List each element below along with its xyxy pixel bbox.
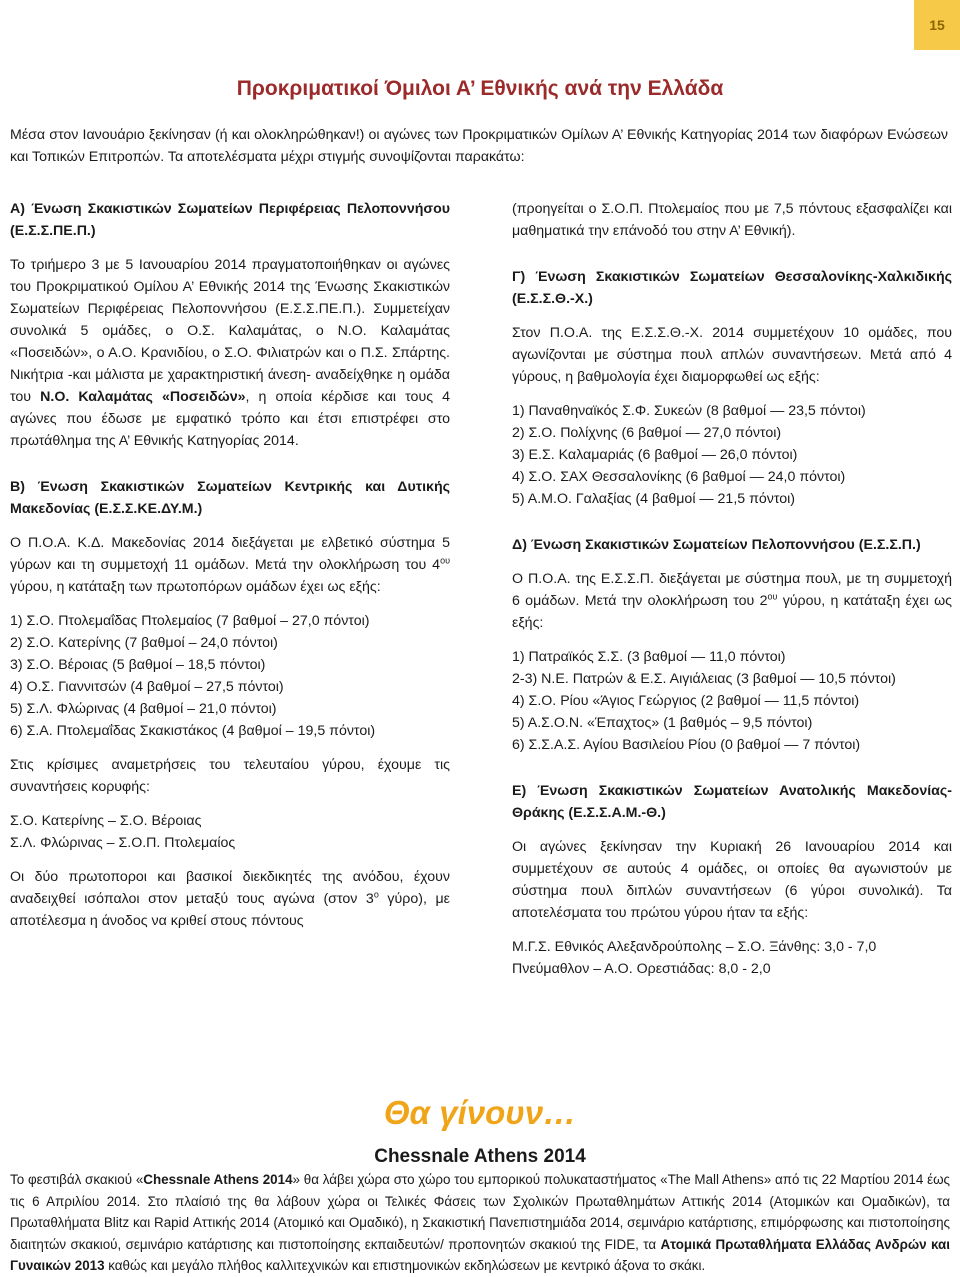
- section-d-standings: [512, 646, 952, 756]
- list-item: 2-3) Ν.Ε. Πατρών & Ε.Σ. Αιγιάλειας (3 βαθμοί — 10,5 πόντοι): [512, 671, 896, 687]
- section-b-standings: [10, 610, 450, 742]
- left-column: [10, 198, 450, 944]
- upcoming-title: Θα γίνουν…: [383, 1094, 577, 1131]
- section-a-text: Το τριήμερο 3 με 5 Ιανουαρίου 2014 πραγματοποιήθηκαν οι αγώνες του Προκριματικού Ομίλου Α’ Εθνικής 2014 της Ένωσης Σκακιστικών Σωματείων Περιφέρειας Πελοποννήσου (Ε.Σ.Σ.ΠΕ.Π.). Συμμετείχαν συνολικά 5 ομάδες, ο Ο.Σ. Καλαμάτας, ο Ν.Ο. Καλαμάτας «Ποσειδών», ο Α.Ο. Κρανιδίου, ο Σ.Ο. Φιλιατρών και ο Π.Σ. Σπάρτης. Νικήτρια -και μάλιστα με χαρακτηριστική άνεση- αναδείχθηκε η ομάδα του: [10, 257, 450, 405]
- section-a-body: [10, 254, 450, 452]
- page-number-badge: [914, 0, 960, 50]
- list-item: 1) Παναθηναϊκός Σ.Φ. Συκεών (8 βαθμοί — 23,5 πόντοι): [512, 403, 866, 419]
- list-item: Πνεύμαθλον – Α.Ο. Ορεστιάδας: 8,0 - 2,0: [512, 961, 771, 977]
- list-item: 5) Σ.Λ. Φλώρινας (4 βαθμοί – 21,0 πόντοι): [10, 701, 277, 717]
- list-item: 6) Σ.Α. Πτολεμαΐδας Σκακιστάκος (4 βαθμοί – 19,5 πόντοι): [10, 723, 376, 739]
- right-column: [512, 198, 952, 980]
- list-item: 2) Σ.Ο. Κατερίνης (7 βαθμοί – 24,0 πόντοι): [10, 635, 278, 651]
- section-b-body: [10, 532, 450, 598]
- chessnale-text-end: καθώς και μεγάλο πλήθος καλλιτεχνικών και επιστημονικών εκδηλώσεων με κεντρικό άξονα το σκάκι.: [104, 1258, 706, 1273]
- list-item: 6) Σ.Σ.Α.Σ. Αγίου Βασιλείου Ρίου (0 βαθμοί — 7 πόντοι): [512, 737, 861, 753]
- chessnale-paragraph: [10, 1169, 950, 1277]
- list-item: 2) Σ.Ο. Πολίχνης (6 βαθμοί — 27,0 πόντοι): [512, 425, 782, 441]
- section-b-heading: Β) Ένωση Σκακιστικών Σωματείων Κεντρικής και Δυτικής Μακεδονίας (Ε.Σ.Σ.ΚΕ.ΔΥ.Μ.): [10, 479, 450, 517]
- section-d-heading: Δ) Ένωση Σκακιστικών Σωματείων Πελοποννήσου (Ε.Σ.Σ.Π.): [512, 537, 921, 553]
- section-b-matches: [10, 810, 450, 854]
- section-a-winner: Ν.Ο. Καλαμάτας «Ποσειδών»: [40, 389, 246, 405]
- section-d-text-end: γύρου, η κατάταξη έχει ως εξής:: [512, 593, 953, 631]
- section-b-continuation: (προηγείται ο Σ.Ο.Π. Πτολεμαίος που με 7,5 πόντους εξασφαλίζει και μαθηματικά την επάνοδό του στην Α’ Εθνική).: [512, 201, 952, 239]
- section-e-heading: Ε) Ένωση Σκακιστικών Σωματείων Ανατολικής Μακεδονίας-Θράκης (Ε.Σ.Σ.Α.Μ.-Θ.): [512, 783, 952, 821]
- page-number: 15: [929, 17, 945, 33]
- section-e-results: [512, 936, 952, 980]
- list-item: 4) Ο.Σ. Γιαννιτσών (4 βαθμοί – 27,5 πόντοι): [10, 679, 284, 695]
- section-b-closing-text: Οι δύο πρωτοποροι και βασικοί διεκδικητές της ανόδου, έχουν αναδειχθεί ισόπαλοι στον μεταξύ τους αγώνα (στον 3: [10, 869, 450, 907]
- section-b-sup: ου: [440, 555, 450, 566]
- section-b-final-intro: Στις κρίσιμες αναμετρήσεις του τελευταίου γύρου, έχουμε τις συναντήσεις κορυφής:: [10, 757, 450, 795]
- page-title: Προκριματικοί Όμιλοι Α’ Εθνικής ανά την Ελλάδα: [236, 77, 724, 100]
- section-b-text: Ο Π.Ο.Α. Κ.Δ. Μακεδονίας 2014 διεξάγεται με ελβετικό σύστημα 5 γύρων και τη συμμετοχή 11 ομάδων. Μετά την ολοκλήρωση του 4: [10, 535, 450, 573]
- list-item: Μ.Γ.Σ. Εθνικός Αλεξανδρούπολης – Σ.Ο. Ξάνθης: 3,0 - 7,0: [512, 939, 877, 955]
- section-b-closing-end: γύρο), με αποτέλεσμα η άνοδος να κριθεί στους πόντους: [10, 891, 450, 929]
- section-a-text-end: , η οποία κέρδισε και τους 4 αγώνες που έδωσε με εμφατικό τρόπο και έτσι επιστρέφει στο πρωτάθλημα της Α’ Εθνικής Κατηγορίας 2014.: [10, 389, 451, 449]
- section-b-closing-sup: ο: [373, 889, 379, 900]
- chessnale-name: Chessnale Athens 2014: [143, 1172, 293, 1187]
- section-c-standings: [512, 400, 952, 510]
- section-b-closing: [10, 866, 450, 932]
- section-d-sup: ου: [767, 591, 778, 602]
- list-item: 4) Σ.Ο. ΣΑΧ Θεσσαλονίκης (6 βαθμοί — 24,0 πόντοι): [512, 469, 846, 485]
- list-item: Σ.Ο. Κατερίνης – Σ.Ο. Βέροιας: [10, 813, 202, 829]
- list-item: 1) Σ.Ο. Πτολεμαΐδας Πτολεμαίος (7 βαθμοί – 27,0 πόντοι): [10, 613, 370, 629]
- chessnale-title: Chessnale Athens 2014: [374, 1146, 586, 1167]
- section-b-text-end: γύρου, η κατάταξη των πρωτοπόρων ομάδων έχει ως εξής:: [10, 579, 381, 595]
- section-a-heading: Α) Ένωση Σκακιστικών Σωματείων Περιφέρειας Πελοποννήσου (Ε.Σ.Σ.ΠΕ.Π.): [10, 201, 450, 239]
- list-item: Σ.Λ. Φλώρινας – Σ.Ο.Π. Πτολεμαίος: [10, 835, 236, 851]
- list-item: 5) Α.Μ.Ο. Γαλαξίας (4 βαθμοί — 21,5 πόντοι): [512, 491, 796, 507]
- chessnale-text-mid: » θα λάβει χώρα στο χώρο του εμπορικού πολυκαταστήματος «The Mall Athens» από τις 22 Μαρτίου 2014 έως τις 6 Απριλίου 2014. Στο πλαίσιό της θα λάβουν χώρα οι Τελικές Φάσεις των Σχολικών Πρωταθλημάτων Αττικής 2014 (Ατομικών και Ομαδικών), τα Πρωταθλήματα Blitz και Rapid Αττικής 2014 (Ατομικό και Ομαδικό), η Σκακιστική Πανεπιστημιάδα 2014, σεμινάριο κατάρτισης, επιμόρφωσης και πιστοποίησης διαιτητών σκακιού, σεμινάριο κατάρτισης και πιστοποίησης εκπαιδευτών/ προπονητών σκακιού της FIDE, τα: [10, 1172, 950, 1252]
- section-c-body: Στον Π.Ο.Α. της Ε.Σ.Σ.Θ.-Χ. 2014 συμμετέχουν 10 ομάδες, που αγωνίζονται με σύστημα πουλ απλών συναντήσεων. Μετά από 4 γύρους, η βαθμολογία έχει διαμορφωθεί ως εξής:: [512, 325, 952, 385]
- list-item: 4) Σ.Ο. Ρίου «Άγιος Γεώργιος (2 βαθμοί — 11,5 πόντοι): [512, 693, 860, 709]
- section-c-heading: Γ) Ένωση Σκακιστικών Σωματείων Θεσσαλονίκης-Χαλκιδικής (Ε.Σ.Σ.Θ.-Χ.): [512, 269, 952, 307]
- list-item: 5) Α.Σ.Ο.Ν. «Έπαχτος» (1 βαθμός – 9,5 πόντοι): [512, 715, 813, 731]
- list-item: 3) Σ.Ο. Βέροιας (5 βαθμοί – 18,5 πόντοι): [10, 657, 266, 673]
- section-d-body: [512, 568, 952, 634]
- section-d-text: Ο Π.Ο.Α. της Ε.Σ.Σ.Π. διεξάγεται με σύστημα πουλ, με τη συμμετοχή 6 ομάδων. Μετά την ολοκλήρωση του 2: [512, 571, 952, 609]
- chessnale-text: Το φεστιβάλ σκακιού «: [10, 1172, 144, 1187]
- championships-name: Ατομικά Πρωταθλήματα Ελλάδας Ανδρών και Γυναικών 2013: [10, 1236, 950, 1273]
- section-e-body: Οι αγώνες ξεκίνησαν την Κυριακή 26 Ιανουαρίου 2014 και συμμετέχουν σε αυτούς 4 ομάδες, οι οποίες θα αγωνιστούν με σύστημα πουλ διπλών συναντήσεων (6 γύροι συνολικά). Τα αποτελέσματα του πρώτου γύρου ήταν τα εξής:: [512, 839, 952, 921]
- list-item: 1) Πατραϊκός Σ.Σ. (3 βαθμοί — 11,0 πόντοι): [512, 649, 786, 665]
- intro-paragraph: Μέσα στον Ιανουάριο ξεκίνησαν (ή και ολοκληρώθηκαν!) οι αγώνες των Προκριματικών Ομίλων Α’ Εθνικής Κατηγορίας 2014 των διαφόρων Ενώσεων και Τοπικών Επιτροπών. Τα αποτελέσματα μέχρι στιγμής συνοψίζονται παρακάτω:: [10, 127, 948, 165]
- list-item: 3) Ε.Σ. Καλαμαριάς (6 βαθμοί — 26,0 πόντοι): [512, 447, 798, 463]
